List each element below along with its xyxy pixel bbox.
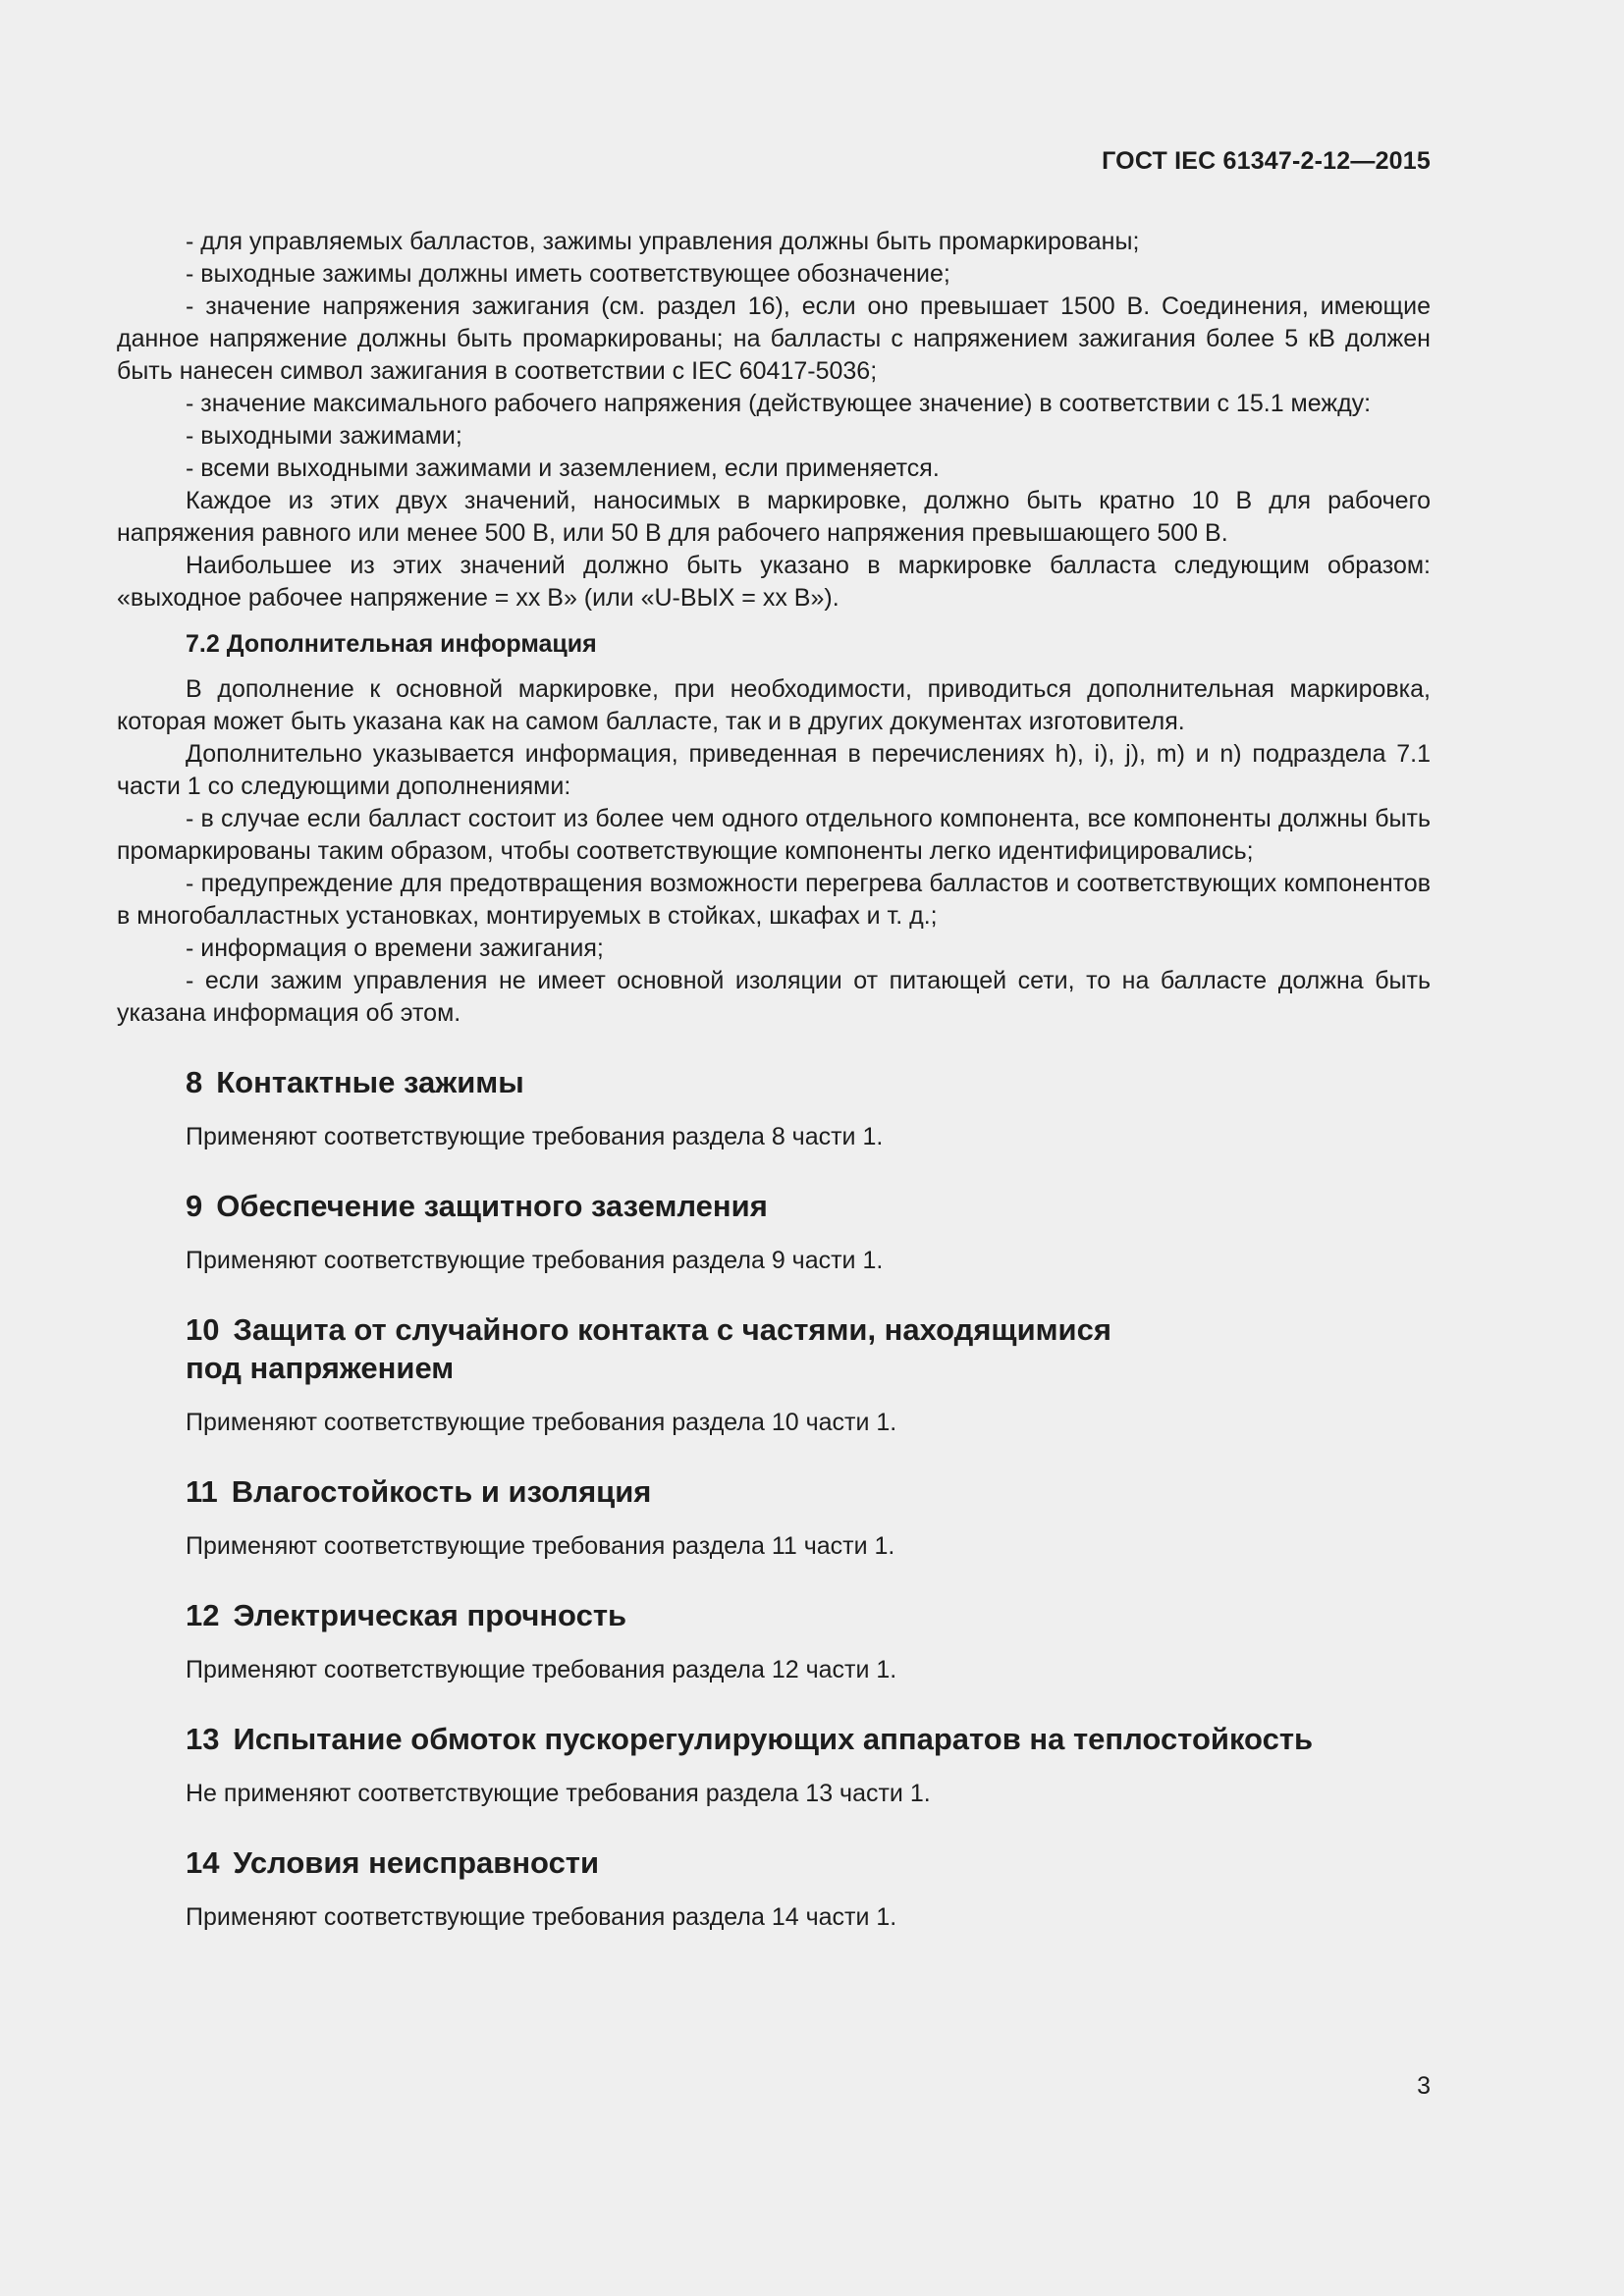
page-content: [117, 226, 1431, 1934]
section-text: Применяют соответствующие требования раздела 11 части 1.: [186, 1532, 895, 1560]
paragraph: В дополнение к основной маркировке, при необходимости, приводиться дополнительная маркировка, которая может быть указана как на самом балласте, так и в других документах изготовителя.: [117, 675, 1431, 735]
paragraph: - значение напряжения зажигания (см. раздел 16), если оно превышает 1500 В. Соединения, имеющие данное напряжение должны быть промаркированы; на балласты с напряжением зажигания более 5 кВ должен быть нанесен символ зажигания в соответствии с IEC 60417-5036;: [117, 293, 1431, 385]
paragraph: Наибольшее из этих значений должно быть указано в маркировке балласта следующим образом: «выходное рабочее напряжение = хх В» (или «U-ВЫХ = хх В»).: [117, 552, 1431, 612]
page-number: 3: [1417, 2072, 1431, 2100]
section-text: Применяют соответствующие требования раздела 9 части 1.: [186, 1247, 884, 1274]
paragraph: Дополнительно указывается информация, приведенная в перечислениях h), i), j), m) и n) подраздела 7.1 части 1 со следующими дополнениями:: [117, 740, 1431, 800]
document-header: ГОСТ IEC 61347-2-12—2015: [1102, 147, 1431, 175]
section-text: Применяют соответствующие требования раздела 8 части 1.: [186, 1123, 884, 1150]
subsection-title: 7.2 Дополнительная информация: [186, 630, 597, 658]
section-text: Применяют соответствующие требования раздела 12 части 1.: [186, 1656, 897, 1683]
section-text: Применяют соответствующие требования раздела 14 части 1.: [186, 1903, 897, 1931]
section-heading: 11 Влагостойкость и изоляция: [186, 1474, 652, 1509]
paragraph: - выходными зажимами;: [186, 422, 462, 450]
section-heading: 8 Контактные зажимы: [186, 1065, 524, 1099]
section-heading: 12 Электрическая прочность: [186, 1598, 627, 1632]
paragraph: - для управляемых балластов, зажимы управления должны быть промаркированы;: [186, 228, 1140, 255]
section-text: Применяют соответствующие требования раздела 10 части 1.: [186, 1409, 897, 1436]
section-text: Не применяют соответствующие требования раздела 13 части 1.: [186, 1780, 931, 1807]
paragraph: - информация о времени зажигания;: [186, 934, 604, 962]
paragraph: - в случае если балласт состоит из более чем одного отдельного компонента, все компоненты должны быть промаркированы таким образом, чтобы соответствующие компоненты легко идентифицировались;: [117, 805, 1431, 865]
section-heading: 13 Испытание обмоток пускорегулирующих аппаратов на теплостойкость: [186, 1722, 1314, 1756]
section-heading: 9 Обеспечение защитного заземления: [186, 1189, 768, 1223]
paragraph: - значение максимального рабочего напряжения (действующее значение) в соответствии с 15.1 между:: [186, 390, 1372, 417]
paragraph: Каждое из этих двух значений, наносимых в маркировке, должно быть кратно 10 В для рабочего напряжения равного или менее 500 В, или 50 В для рабочего напряжения превышающего 500 В.: [117, 487, 1431, 547]
paragraph: - выходные зажимы должны иметь соответствующее обозначение;: [186, 260, 950, 288]
paragraph: - если зажим управления не имеет основной изоляции от питающей сети, то на балласте должна быть указана информация об этом.: [117, 967, 1431, 1027]
section-heading: 14 Условия неисправности: [186, 1845, 600, 1880]
section-heading: 10 Защита от случайного контакта с частями, находящимися под напряжением: [186, 1312, 1111, 1385]
paragraph: - предупреждение для предотвращения возможности перегрева балластов и соответствующих компонентов в многобалластных установках, монтируемых в стойках, шкафах и т. д.;: [117, 870, 1431, 930]
paragraph: - всеми выходными зажимами и заземлением, если применяется.: [186, 454, 940, 482]
